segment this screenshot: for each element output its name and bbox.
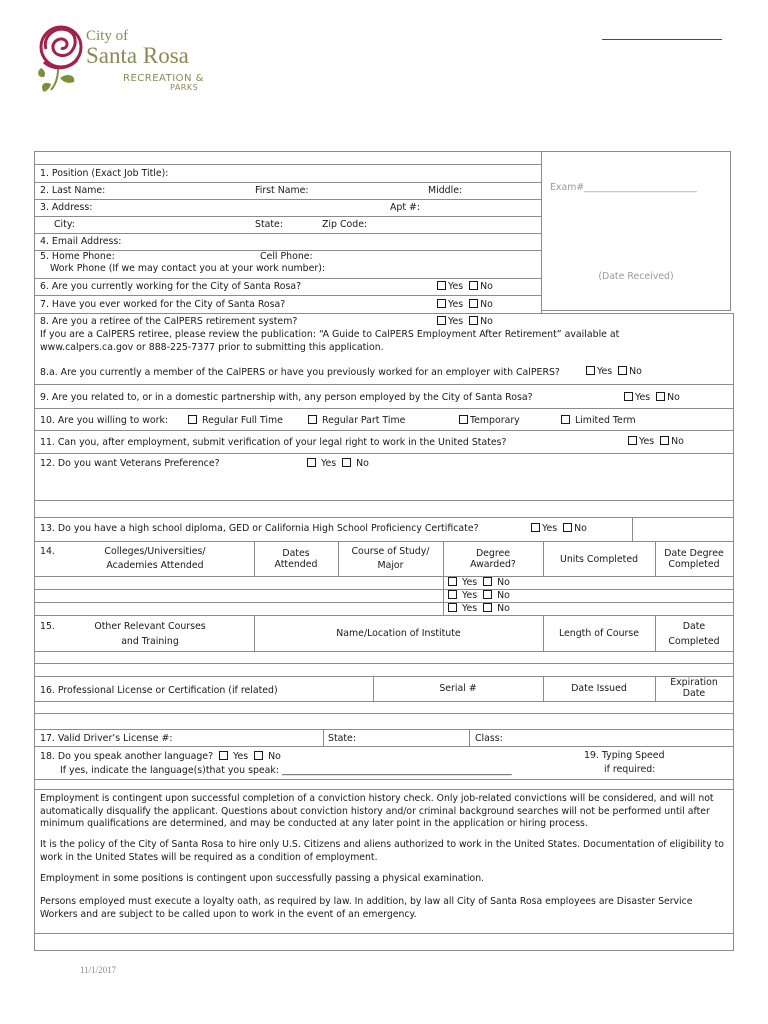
- row-rule: [34, 164, 541, 165]
- degree-row1-yes-checkbox[interactable]: [448, 577, 457, 586]
- col-rule: [632, 517, 633, 541]
- exam-divider: [541, 151, 542, 313]
- q8-note-line2: www.calpers.ca.gov or 888-225-7377 prior to submitting this application.: [40, 342, 384, 353]
- q18-yes-checkbox[interactable]: [219, 751, 228, 760]
- row-rule: [34, 295, 541, 296]
- header-blue-rule: [602, 39, 722, 40]
- q19-sublabel: if required:: [604, 764, 656, 775]
- zip-label: Zip Code:: [322, 219, 368, 230]
- logo-dept-line2: PARKS: [170, 83, 199, 92]
- cell-phone-label: Cell Phone:: [260, 251, 313, 262]
- q10-option-limited-term: Limited Term: [561, 415, 636, 426]
- row-rule: [34, 746, 733, 747]
- state-label: State:: [255, 219, 283, 230]
- position-label: 1. Position (Exact Job Title):: [40, 168, 169, 179]
- q12-no-checkbox[interactable]: [342, 458, 351, 467]
- email-label: 4. Email Address:: [40, 236, 122, 247]
- q7-no-checkbox[interactable]: [469, 299, 478, 308]
- q12-label: 12. Do you want Veterans Preference?: [40, 458, 220, 469]
- q8a-label: 8.a. Are you currently a member of the CalPERS or have you previously worked for an employer with CalPERS?: [40, 367, 560, 378]
- q9-no-checkbox[interactable]: [656, 392, 665, 401]
- row-rule: [34, 500, 733, 501]
- q13-no-checkbox[interactable]: [563, 523, 572, 532]
- exam-label: Exam#: [550, 182, 585, 193]
- row-rule: [34, 408, 733, 409]
- q6-no-checkbox[interactable]: [469, 281, 478, 290]
- q15-col-courses: Other Relevant Courses and Training: [94, 621, 206, 648]
- q10-option-full-time: Regular Full Time: [188, 415, 283, 426]
- q14-col-course: Course of Study/ Major: [351, 546, 430, 572]
- row-rule: [34, 151, 541, 152]
- degree-row2-yes-no: Yes No: [448, 590, 510, 601]
- row-rule: [34, 384, 733, 385]
- row-rule: [34, 589, 733, 590]
- notice-citizenship: It is the policy of the City of Santa Rosa to hire only U.S. Citizens and aliens authorized to work in the United States. Documentation of eligibility to work in the United States will be required as a condition of employment.: [40, 839, 724, 863]
- q8-yes-checkbox[interactable]: [437, 316, 446, 325]
- q14-col-colleges: Colleges/Universities/ Academies Attended: [104, 546, 206, 572]
- logo-city-name: Santa Rosa: [86, 43, 189, 68]
- q15-col-length: Length of Course: [558, 628, 640, 639]
- notice-loyalty-oath: Persons employed must execute a loyalty oath, as required by law. In addition, by law all City of Santa Rosa employees are Disaster Service Workers and are subject to be called upon to work in the event of an emergency.: [40, 896, 693, 920]
- q8a-yes-checkbox[interactable]: [586, 366, 595, 375]
- row-rule: [34, 729, 733, 730]
- q12-yes-no: Yes No: [307, 458, 369, 469]
- q11-yes-checkbox[interactable]: [628, 436, 637, 445]
- row-rule: [34, 199, 541, 200]
- q7-yes-checkbox[interactable]: [437, 299, 446, 308]
- row-rule: [34, 789, 733, 790]
- q7-label: 7. Have you ever worked for the City of Santa Rosa?: [40, 299, 286, 310]
- q8-note-line1: If you are a CalPERS retiree, please review the publication: “A Guide to CalPERS Employment After Retirement” available at: [40, 329, 620, 340]
- notice-physical-exam: Employment in some positions is contingent upon successfully passing a physical examination.: [40, 873, 485, 884]
- form-left-border: [34, 151, 35, 951]
- degree-row1-no-checkbox[interactable]: [483, 577, 492, 586]
- q16-col-expiration: Expiration Date: [670, 677, 718, 700]
- row-rule: [34, 713, 733, 714]
- row-rule: [34, 701, 733, 702]
- logo-city-of: City of: [86, 28, 129, 44]
- row-rule: [34, 541, 733, 542]
- row-rule: [34, 676, 733, 677]
- q13-yes-no: Yes No: [531, 523, 587, 534]
- q14-number: 14.: [40, 546, 55, 557]
- degree-row2-yes-checkbox[interactable]: [448, 590, 457, 599]
- q11-label: 11. Can you, after employment, submit verification of your legal right to work in the United States?: [40, 437, 507, 448]
- row-rule: [34, 933, 733, 934]
- q8-yes-no: Yes No: [437, 316, 493, 327]
- q17-state-label: State:: [328, 733, 356, 744]
- degree-row3-no-checkbox[interactable]: [483, 603, 492, 612]
- temporary-checkbox[interactable]: [459, 415, 468, 424]
- q8a-yes-no: Yes No: [586, 366, 642, 377]
- q18-label: 18. Do you speak another language? Yes No: [40, 751, 281, 762]
- degree-row2-no-checkbox[interactable]: [483, 590, 492, 599]
- q6-yes-no: Yes No: [437, 281, 493, 292]
- row-rule: [34, 216, 541, 217]
- q14-col-units: Units Completed: [559, 554, 639, 565]
- part-time-checkbox[interactable]: [308, 415, 317, 424]
- degree-row3-yes-checkbox[interactable]: [448, 603, 457, 612]
- q9-yes-checkbox[interactable]: [624, 392, 633, 401]
- last-name-label: 2. Last Name:: [40, 185, 106, 196]
- limited-term-checkbox[interactable]: [561, 415, 570, 424]
- row-rule: [34, 233, 541, 234]
- row-rule: [34, 430, 733, 431]
- work-phone-label: Work Phone (If we may contact you at your work number):: [50, 263, 326, 274]
- q16-label: 16. Professional License or Certification (if related): [40, 685, 278, 696]
- q11-no-checkbox[interactable]: [660, 436, 669, 445]
- q17-class-label: Class:: [475, 733, 503, 744]
- q15-number: 15.: [40, 621, 55, 632]
- exam-number-field[interactable]: Exam#________________________: [550, 182, 697, 193]
- degree-row3-yes-no: Yes No: [448, 603, 510, 614]
- q10-option-temporary: Temporary: [459, 415, 520, 426]
- address-label: 3. Address:: [40, 202, 93, 213]
- q7-yes-no: Yes No: [437, 299, 493, 310]
- q16-col-serial: Serial #: [439, 683, 477, 694]
- q14-col-date-degree: Date Degree Completed: [664, 548, 724, 571]
- q12-yes-checkbox[interactable]: [307, 458, 316, 467]
- q15-col-institute: Name/Location of Institute: [336, 628, 461, 639]
- q13-label: 13. Do you have a high school diploma, GED or California High School Proficiency Certificate?: [40, 523, 479, 534]
- first-name-label: First Name:: [255, 185, 309, 196]
- degree-row1-yes-no: Yes No: [448, 577, 510, 588]
- row-rule: [34, 278, 541, 279]
- q14-col-dates: Dates Attended: [274, 548, 318, 571]
- q18-no-checkbox[interactable]: [254, 751, 263, 760]
- row-rule: [34, 453, 733, 454]
- q8-no-checkbox[interactable]: [469, 316, 478, 325]
- q16-col-date-issued: Date Issued: [571, 683, 627, 694]
- exam-box: [541, 151, 731, 311]
- apt-label: Apt #:: [390, 202, 421, 213]
- row-rule: [34, 663, 733, 664]
- row-rule: [34, 576, 733, 577]
- footer-date: 11/1/2017: [80, 965, 117, 975]
- row-rule: [34, 313, 733, 314]
- middle-name-label: Middle:: [428, 185, 463, 196]
- form-right-border: [733, 313, 734, 951]
- col-rule: [323, 729, 324, 746]
- row-rule: [34, 950, 733, 951]
- row-rule: [34, 517, 733, 518]
- q10-label: 10. Are you willing to work:: [40, 415, 169, 426]
- date-received-label: (Date Received): [598, 271, 674, 282]
- q11-yes-no: Yes No: [628, 436, 684, 447]
- logo-dept-line1: RECREATION &: [123, 73, 204, 84]
- q10-option-part-time: Regular Part Time: [308, 415, 405, 426]
- q8-label: 8. Are you a retiree of the CalPERS retirement system?: [40, 316, 298, 327]
- row-rule: [34, 651, 733, 652]
- row-rule: [34, 602, 733, 603]
- q19-label: 19. Typing Speed: [584, 750, 665, 761]
- q6-label: 6. Are you currently working for the City of Santa Rosa?: [40, 281, 302, 292]
- row-rule: [34, 615, 733, 616]
- q14-col-degree: Degree Awarded?: [470, 548, 516, 571]
- q6-yes-checkbox[interactable]: [437, 281, 446, 290]
- row-rule: [34, 779, 733, 780]
- home-phone-label: 5. Home Phone:: [40, 251, 115, 262]
- q18-language-line: If yes, indicate the language(s)that you speak: _________________________________________________: [60, 765, 512, 776]
- q9-label: 9. Are you related to, or in a domestic partnership with, any person employed by the City of Santa Rosa?: [40, 392, 533, 403]
- q13-yes-checkbox[interactable]: [531, 523, 540, 532]
- q8a-no-checkbox[interactable]: [618, 366, 627, 375]
- col-rule: [469, 729, 470, 746]
- city-label: City:: [54, 219, 75, 230]
- q15-col-date-completed: Date Completed: [668, 621, 720, 648]
- row-rule: [34, 182, 541, 183]
- q17-label: 17. Valid Driver’s License #:: [40, 733, 173, 744]
- q9-yes-no: Yes No: [624, 392, 680, 403]
- full-time-checkbox[interactable]: [188, 415, 197, 424]
- notice-conviction-history: Employment is contingent upon successful completion of a conviction history check. Only job-related convictions will be considered, and will not automatically disqualify the applicant. Questions about conviction history and/or criminal background searches will not be performed until after minimum qualifications are determined, and may be conducted at any later point in the application or hiring process.: [40, 793, 714, 829]
